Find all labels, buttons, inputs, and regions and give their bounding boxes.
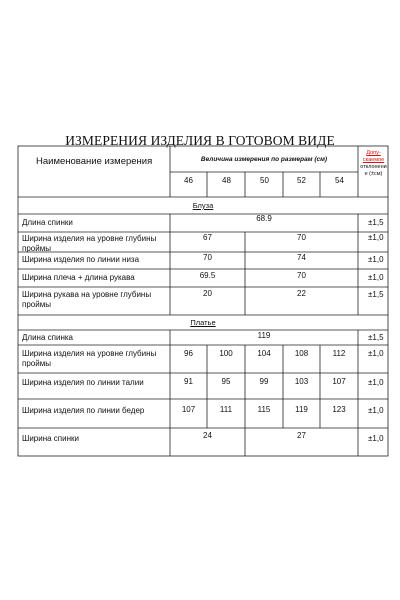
tolerance-line-1: Допу- <box>366 150 381 156</box>
section-blouse: Блуза <box>192 201 214 210</box>
tolerance-line-3: отклонени <box>360 164 387 170</box>
row-value: 67 <box>203 233 212 242</box>
row-value: 112 <box>332 349 346 358</box>
row-tolerance: ±1,0 <box>368 378 384 387</box>
row-value: 123 <box>332 405 346 414</box>
row-value: 115 <box>257 405 271 414</box>
row-tolerance: ±1,0 <box>368 233 384 242</box>
size-48: 48 <box>222 176 231 185</box>
row-value: 27 <box>297 431 306 440</box>
row-value: 111 <box>219 405 233 414</box>
row-value: 103 <box>294 377 309 386</box>
row-value: 96 <box>184 349 193 358</box>
row-value: 24 <box>203 431 212 440</box>
size-46: 46 <box>184 176 193 185</box>
row-value: 22 <box>297 289 306 298</box>
row-value: 68.9 <box>256 214 272 223</box>
row-value: 74 <box>297 253 306 262</box>
size-50: 50 <box>260 176 269 185</box>
row-tolerance: ±1,5 <box>368 218 384 227</box>
row-name: Длина спинка <box>22 333 73 342</box>
row-value: 70 <box>297 233 306 242</box>
row-tolerance: ±1,0 <box>368 434 384 443</box>
row-tolerance: ±1,0 <box>368 349 384 358</box>
document-title: ИЗМЕРЕНИЯ ИЗДЕЛИЯ В ГОТОВОМ ВИДЕ <box>65 133 335 148</box>
row-value: 100 <box>219 349 233 358</box>
row-name: Ширина рукава на уровне глубины проймы <box>22 290 152 309</box>
row-name: Ширина изделия на уровне глубины проймы <box>22 349 157 368</box>
section-dress: Платье <box>190 318 216 327</box>
row-tolerance: ±1,5 <box>368 333 384 342</box>
row-value: 99 <box>259 377 269 386</box>
row-tolerance: ±1,0 <box>368 273 384 282</box>
row-name: Ширина изделия на уровне глубины проймы <box>22 234 157 253</box>
row-name: Ширина плеча + длина рукава <box>22 273 135 282</box>
tolerance-line-2: скаемое <box>362 157 385 163</box>
row-value: 70 <box>203 253 212 262</box>
row-name: Ширина изделия по линии низа <box>22 255 140 264</box>
row-value: 70 <box>297 271 306 280</box>
row-tolerance: ±1,0 <box>368 406 384 415</box>
tolerance-line-4: е (±см) <box>364 171 383 177</box>
row-name: Ширина изделия по линии талии <box>22 378 144 387</box>
header-tolerance-label <box>359 150 388 178</box>
row-value: 108 <box>294 349 309 358</box>
row-value: 91 <box>184 377 193 386</box>
size-54: 54 <box>335 176 344 185</box>
row-name: Ширина изделия по линии бедер <box>22 406 145 415</box>
row-value: 104 <box>257 349 271 358</box>
row-value: 20 <box>203 289 212 298</box>
row-tolerance: ±1,0 <box>368 255 384 264</box>
row-name: Ширина спинки <box>22 434 79 443</box>
size-52: 52 <box>297 176 306 185</box>
row-tolerance: ±1,5 <box>368 290 384 299</box>
row-value: 119 <box>257 331 271 340</box>
header-value-label: Величина измерения по размерам (см) <box>200 156 328 163</box>
header-name-label: Наименование измерения <box>36 156 153 167</box>
row-value: 95 <box>221 377 231 386</box>
row-value: 107 <box>181 405 196 414</box>
row-value: 69.5 <box>199 271 216 280</box>
row-value: 119 <box>295 405 308 414</box>
row-name: Длина спинки <box>22 218 73 227</box>
row-value: 107 <box>332 377 346 386</box>
